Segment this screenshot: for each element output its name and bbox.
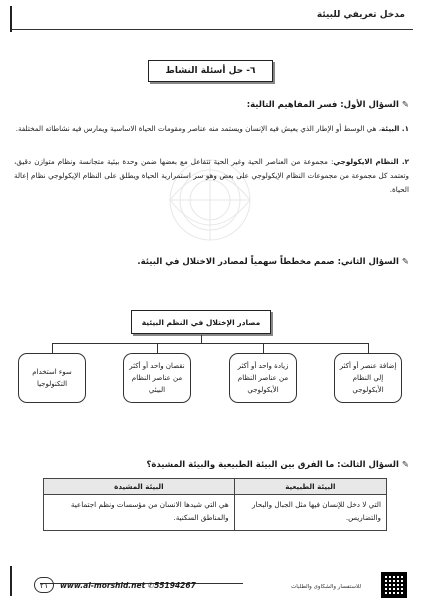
diagram-leaf-decrease: نقصان واحد أو أكثر من عناصر النظام البيئي	[123, 353, 191, 403]
term-ecosystem: ٢. النظام الايكولوجي	[333, 157, 409, 166]
connector-drop	[263, 343, 264, 353]
table-row	[44, 495, 387, 531]
cell-built: هي التي شيدها الانسان من مؤسسات ونظم اجتماعية والمناطق السكنية.	[44, 495, 235, 531]
col-built-header: البيئة المشيدة	[44, 479, 235, 495]
page-footer	[0, 562, 423, 602]
table-header-row	[44, 479, 387, 495]
cell-natural: التي لا دخل للإنسان فيها مثل الجبال والبحار والتضاريس.	[234, 495, 386, 531]
pen-icon: ✎	[401, 460, 409, 470]
phone-icon: ✆	[147, 581, 155, 590]
definition-environment-text: ، هي الوسط أو الإطار الذي يعيش فيه الإنسان ويستمد منه عناصر ومقومات الحياة الاساسية ويمارس فيه نشاطاته المختلفة.	[15, 124, 382, 133]
footer-tagline: للاستفسار والشكاوى والطلبات	[291, 584, 361, 590]
header-title: مدخل تعريفي للبيئة	[316, 10, 405, 20]
comparison-table	[43, 478, 387, 531]
term-environment: ١. البيئة	[381, 124, 409, 133]
section-title: ٦- حل أسئلة النشاط	[165, 66, 256, 76]
diagram-leaf-add: إضافة عنصر أو أكثر إلي النظام الأيكولوجي	[334, 353, 402, 403]
question-1-title	[247, 100, 409, 110]
question-3-text: السؤال الثالث: ما الفرق بين البيئة الطبيعية والبيئة المشيدة؟	[146, 460, 399, 470]
footer-phone: 55194267	[154, 581, 196, 590]
question-2-title	[137, 257, 409, 267]
page-number: ٢١	[34, 577, 54, 593]
qr-code-icon[interactable]	[381, 572, 407, 598]
definition-environment	[14, 122, 409, 136]
footer-side-bar	[10, 566, 12, 596]
question-1-text: السؤال الأول: فسر المفاهيم التالية:	[246, 100, 399, 110]
col-natural-header: البيئة الطبيعية	[234, 479, 386, 495]
definition-ecosystem	[14, 155, 409, 197]
connector-trunk	[201, 335, 202, 343]
definition-ecosystem-text: : مجموعة من العناصر الحية وغير الحية تتفاعل مع بعضها ضمن وحدة بيئية متجانسة ونظام متوازن دقيق، وتعتمد كل مجموعة من مجموعات النظام الإيكولوجي على بعض وهو سر استمرارية الحياة ويطلق على النظام الإيكولوجي نظام إعالة الحياة.	[14, 157, 409, 194]
diagram-leaf-technology: سوء استخدام التكنولوجيا	[18, 353, 86, 403]
question-2-text: السؤال الثاني: صمم مخططاً سهمياً لمصادر الاختلال في البيئة.	[137, 257, 399, 267]
diagram-root: مصادر الإختلال في النظم البيئية	[131, 310, 271, 334]
header-divider	[10, 6, 12, 32]
footer-url[interactable]: www.al-morshid.net	[60, 581, 146, 590]
section-title-box	[148, 60, 273, 82]
connector-drop	[157, 343, 158, 353]
page-header	[10, 6, 413, 30]
diagram-leaf-increase: زيادة واحد أو أكثر من عناصر النظام الأيكولوجي	[229, 353, 297, 403]
pen-icon: ✎	[401, 257, 409, 267]
connector-bar	[52, 343, 369, 344]
imbalance-diagram	[18, 310, 408, 420]
connector-drop	[52, 343, 53, 353]
pen-icon: ✎	[401, 100, 409, 110]
question-3-title	[146, 460, 409, 470]
footer-contact	[60, 581, 196, 590]
connector-drop	[368, 343, 369, 353]
